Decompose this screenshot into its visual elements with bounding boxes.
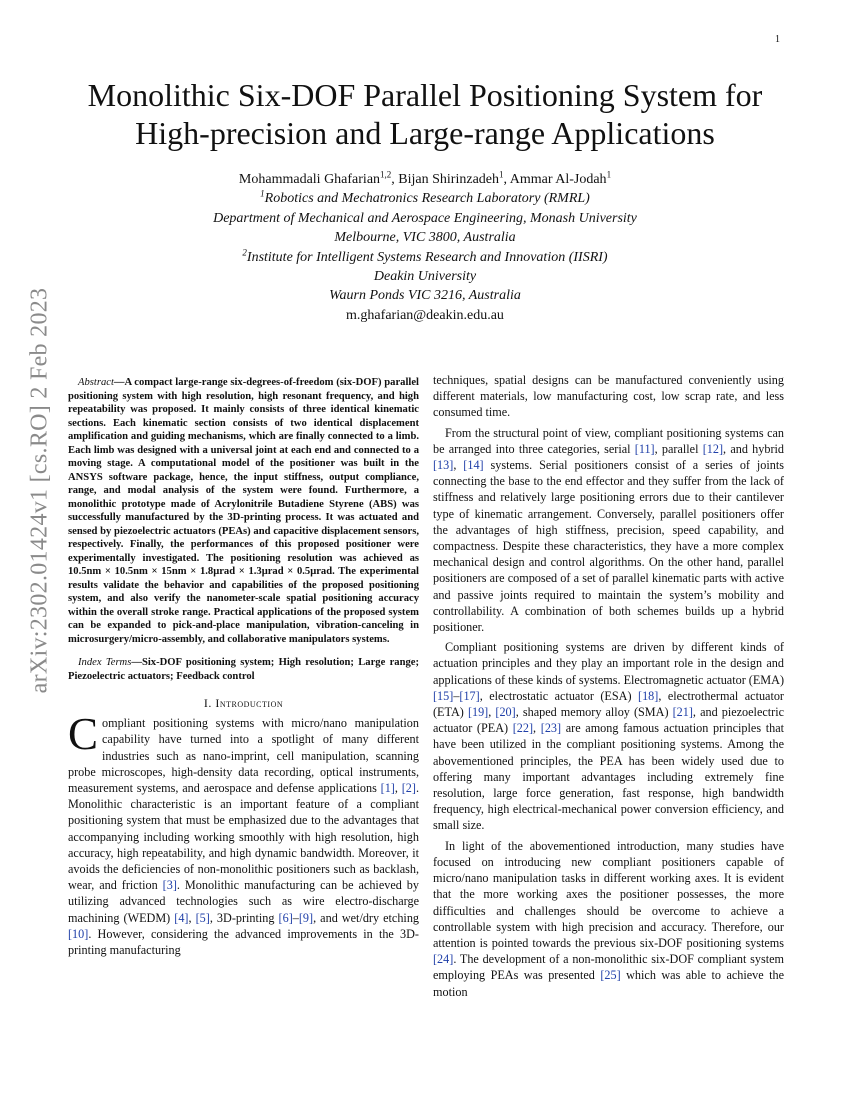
left-column bbox=[68, 376, 419, 958]
affiliation-sup: 2 bbox=[242, 246, 247, 257]
citation-link[interactable]: [4] bbox=[174, 910, 189, 925]
author-email: m.ghafarian@deakin.edu.au bbox=[346, 307, 504, 323]
paragraph-text: , bbox=[533, 721, 541, 736]
citation-link[interactable]: [13] bbox=[433, 458, 454, 473]
citation-link[interactable]: [23] bbox=[540, 721, 562, 736]
affiliation-text: Robotics and Mechatronics Research Laboratory (RMRL) bbox=[264, 191, 590, 207]
author-sup: 1 bbox=[499, 169, 504, 180]
intro-paragraph bbox=[433, 838, 784, 1000]
paragraph-text: Compliant positioning systems are driven by different kinds of actuation principles and they play an important role in the design and applications of these kinds of systems. Electromagnetic actuator (EMA) bbox=[433, 640, 784, 687]
page-number: 1 bbox=[775, 34, 780, 45]
abstract bbox=[68, 376, 419, 646]
paragraph-text: From the structural point of view, compliant positioning systems can be arranged into three categories, serial bbox=[433, 425, 784, 456]
author-separator: , bbox=[503, 172, 510, 187]
author-name: Mohammadali Ghafarian bbox=[238, 172, 381, 187]
authors-block bbox=[150, 170, 700, 325]
paragraph-text: , and wet/dry etching bbox=[313, 910, 420, 925]
drop-cap: C bbox=[68, 709, 99, 760]
citation-link[interactable]: [18] bbox=[638, 688, 659, 703]
abstract-body bbox=[68, 376, 419, 646]
paragraph-text: , electrothermal actuator (ETA) bbox=[433, 688, 784, 720]
index-terms-text: —Six-DOF positioning system; High resolution; Large range; Piezoelectric actuators; Feedback control bbox=[68, 657, 419, 682]
citation-link[interactable]: [22] bbox=[512, 721, 534, 736]
paragraph-text: , and hybrid bbox=[723, 441, 784, 456]
author-separator: , bbox=[391, 172, 399, 187]
index-terms bbox=[68, 656, 419, 683]
intro-paragraph bbox=[433, 639, 784, 833]
affiliation-line: Waurn Ponds VIC 3216, Australia bbox=[329, 288, 521, 304]
paragraph-text: , bbox=[488, 705, 496, 720]
paragraph-text: , shaped memory alloy (SMA) bbox=[515, 705, 673, 720]
paragraph-text: – bbox=[453, 688, 460, 703]
citation-link[interactable]: [5] bbox=[195, 910, 210, 925]
citation-link[interactable]: [9] bbox=[298, 910, 314, 925]
arxiv-stamp bbox=[8, 287, 72, 693]
citation-link[interactable]: [20] bbox=[495, 705, 516, 720]
citation-link[interactable]: [10] bbox=[68, 926, 89, 941]
author-sup: 1 bbox=[606, 169, 612, 180]
paragraph-text: . However, considering the advanced improvements in the 3D-printing manufacturing bbox=[68, 926, 419, 958]
paragraph-text: , 3D-printing bbox=[209, 910, 279, 925]
paragraph-text: . Monolithic characteristic is an important feature of a compliant positioning system that must be emphasized due to the advantages that accompanying including working smoothly with high resolution, high accuracy, high repeatability, and high dynamic bandwidth. Moreover, it avoids the deficiencies of non-monolithic positioners such as backlash, wear, and friction bbox=[68, 781, 419, 893]
paper-title bbox=[60, 76, 790, 152]
paragraph-text: , parallel bbox=[654, 441, 703, 456]
paragraph-text: , electrostatic actuator (ESA) bbox=[479, 688, 639, 703]
author-list bbox=[150, 170, 700, 189]
paragraph-text: ompliant positioning systems with micro/nano manipulation capability have turned into a spotlight of many different industries such as nano-imprint, cell manipulation, scanning probe microscopes, high-density data recording, optical instruments, measurement systems, and aerospace and defense applications bbox=[68, 716, 419, 796]
paragraph-text: . The development of a non-monolithic six-DOF compliant system employing PEAs was presented bbox=[433, 952, 784, 983]
paragraph-text: – bbox=[292, 910, 299, 925]
paragraph-text: In light of the abovementioned introduction, many studies have focused on introducing new compliant positioners capable of micro/nano manipulation tasks in different working axes. It is evident that the more working axes the positioner possesses, the more difficulties and challenges should be overcome to achieve a controllable system with high precision and accuracy. Therefore, our attention is pointed towards the previous six-DOF positioning systems bbox=[433, 838, 784, 950]
affiliation-line bbox=[150, 248, 700, 267]
affiliation-line: Deakin University bbox=[373, 269, 477, 285]
right-column bbox=[433, 372, 784, 1000]
section-heading: I. Introduction bbox=[203, 696, 284, 710]
paragraph-text: . Monolithic manufacturing can be achieved by utilizing advanced technologies such as wire electro-discharge machining (WEDM) bbox=[68, 878, 419, 925]
affiliation-text: Institute for Intelligent Systems Research and Innovation (IISRI) bbox=[246, 249, 608, 265]
paragraph-text: are among famous actuation principles that have been utilized in the compliant positioning systems. Among the abovementioned principles, the PEA has been widely used due to offering many important advantages including extremely fine resolution, large force generation, fast response, high bandwidth frequency, high electrical-mechanical power conversion efficiency, and small size. bbox=[433, 721, 785, 833]
citation-link[interactable]: [2] bbox=[401, 781, 416, 796]
abstract-text: —A compact large-range six-degrees-of-freedom (six-DOF) parallel positioning system with high resolution, high resonant frequency, and high repeatability was proposed. It mainly consists of three identical kinematic sections. Each kinematic section consists of two identical displacement amplification and guiding mechanisms, which are finally connected to a limb. Each limb was designed with a universal joint at each end and connected to a moving stage. A computational model of the positioner was built in the ANSYS software package, hence, the input stiffness, output compliance, range, and modal analysis of the system were found. Furthermore, a monolithic prototype made of Acrylonitrile Butadiene Styrene (ABS) was successfully manufactured by the 3D-printing process. It was actuated and sensed by piezoelectric actuators (PEAs) and capacitive displacement sensors, respectively. Finally, the performances of this proposed positioner were experimentally investigated. The positioning resolution was achieved as 10.5nm × 10.5nm × 15nm × 1.8μrad × 1.3μrad × 0.5μrad. The experimental results validate the behavior and capabilities of the proposed positioning system, and also verify the nanometer-scale spatial positioning accuracy within the overall stroke range. Practical applications of the proposed system can be expanded to pick-and-place manipulation, vibration-canceling in microsurgery/micro-assembly, and collaborative manipulators systems. bbox=[68, 377, 419, 645]
author-name: Bijan Shirinzadeh bbox=[398, 172, 499, 187]
citation-link[interactable]: [19] bbox=[467, 705, 489, 720]
citation-link[interactable]: [15] bbox=[433, 688, 454, 703]
intro-paragraph bbox=[68, 709, 420, 958]
citation-link[interactable]: [25] bbox=[600, 968, 621, 983]
citation-link[interactable]: [6] bbox=[278, 910, 293, 925]
citation-link[interactable]: [14] bbox=[463, 458, 484, 473]
paragraph-text: , and piezoelectric actuator (PEA) bbox=[433, 705, 785, 736]
title-line-1: Monolithic Six-DOF Parallel Positioning System for bbox=[87, 77, 763, 113]
affiliation-line: Department of Mechanical and Aerospace Engineering, Monash University bbox=[213, 210, 637, 226]
citation-link[interactable]: [12] bbox=[702, 441, 724, 456]
paragraph-text: , bbox=[188, 910, 196, 925]
intro-paragraph: techniques, spatial designs can be manufactured conveniently using different materials, low manufacturing cost, low scrap rate, and less consumed time. bbox=[433, 373, 784, 420]
title-line-2: High-precision and Large-range Applications bbox=[135, 115, 715, 151]
paragraph-text: which was able to achieve the motion bbox=[433, 968, 784, 999]
paragraph-text: systems. Serial positioners consist of a series of joints connecting the base to the end effector and they suffer from the lack of stiffness and relatively large positioning errors due to their cantilever type of kinematic arrangement. Conversely, parallel positioners offer the advantages of high stiffness, precision, speed capability, and compactness. Despite these characteristics, they have a more complex mechanical design and control algorithms. On the other hand, parallel positioners are composed of a set of parallel kinematic parts with active and passive joints required to maintain the system’s mobility and controllability. A combination of both schemes builds up a hybrid positioner. bbox=[433, 458, 784, 635]
citation-link[interactable]: [21] bbox=[672, 705, 693, 720]
citation-link[interactable]: [1] bbox=[380, 781, 395, 796]
affiliation-line: Melbourne, VIC 3800, Australia bbox=[334, 230, 516, 246]
citation-link[interactable]: [3] bbox=[162, 878, 177, 893]
index-terms-lead: Index Terms bbox=[78, 657, 132, 668]
author-sup: 1,2 bbox=[380, 169, 392, 180]
paragraph-text: , bbox=[394, 781, 402, 796]
author-name: Ammar Al-Jodah bbox=[509, 172, 607, 187]
citation-link[interactable]: [24] bbox=[433, 952, 454, 967]
citation-link[interactable]: [11] bbox=[634, 441, 655, 456]
paragraph-text: , bbox=[453, 458, 464, 473]
affiliation-line bbox=[150, 189, 700, 208]
citation-link[interactable]: [17] bbox=[459, 688, 480, 703]
abstract-lead: Abstract bbox=[78, 377, 114, 388]
arxiv-stamp-text: arXiv:2302.01424v1 [cs.RO] 2 Feb 2023 bbox=[26, 287, 53, 693]
affiliation-sup: 1 bbox=[260, 188, 265, 199]
intro-paragraph bbox=[433, 425, 784, 636]
